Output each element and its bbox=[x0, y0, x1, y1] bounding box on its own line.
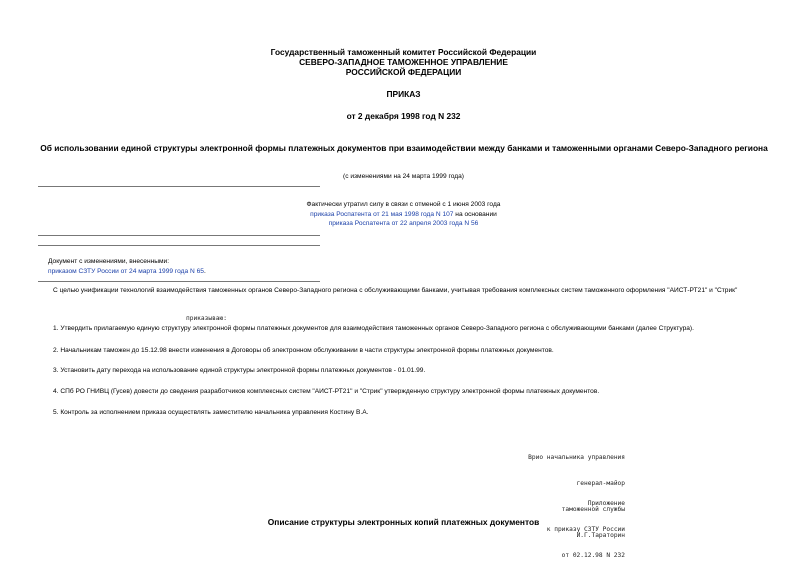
divider bbox=[38, 281, 320, 282]
status-mid: на основании bbox=[453, 210, 497, 218]
order-word: приказываю: bbox=[186, 315, 227, 322]
status-link-1[interactable]: приказа Роспатента от 21 мая 1998 года N 107 bbox=[310, 210, 454, 218]
doc-type: ПРИКАЗ bbox=[386, 89, 421, 99]
order-item-4: 4. СПб РО ГНИВЦ (Гусев) довести до сведения разработчиков комплексных систем "АИСТ-РТ21" и "Стрик" утвержденную структуру электронной формы платежных документов. bbox=[53, 388, 600, 395]
department-line: СЕВЕРО-ЗАПАДНОЕ ТАМОЖЕННОЕ УПРАВЛЕНИЕ bbox=[299, 57, 508, 67]
changes-label: Документ с изменениями, внесенными: bbox=[48, 258, 170, 265]
changes-block bbox=[48, 257, 206, 276]
status-line-1: Фактически утратил силу в связи с отменой с 1 июня 2003 года bbox=[306, 201, 501, 208]
signature-rank: генерал-майор bbox=[576, 479, 625, 487]
issuer-line: Государственный таможенный комитет Российской Федерации bbox=[270, 47, 537, 57]
country-line: РОССИЙСКОЙ ФЕДЕРАЦИИ bbox=[345, 67, 462, 77]
order-item-5: 5. Контроль за исполнением приказа осуществлять заместителю начальника управления Костину В.А. bbox=[53, 409, 369, 416]
status-line-2 bbox=[0, 210, 807, 220]
divider bbox=[38, 235, 320, 236]
divider bbox=[38, 245, 320, 246]
appendix-date: от 02.12.98 N 232 bbox=[561, 551, 625, 559]
changes-line bbox=[48, 267, 206, 277]
appendix-ref: к приказу СЗТУ России bbox=[546, 525, 625, 533]
signature-service: таможенной службы bbox=[561, 505, 625, 513]
appendix-label: Приложение bbox=[587, 500, 625, 508]
changes-tail: . bbox=[203, 267, 206, 275]
signature-position: Врио начальника управления bbox=[528, 454, 625, 462]
status-notice bbox=[0, 200, 807, 229]
status-link-2[interactable]: приказа Роспатента от 22 апреля 2003 года N 56 bbox=[328, 220, 479, 227]
preamble: С целью унификации технологий взаимодействия таможенных органов Северо-Западного региона с обслуживающими банками, учитывая требования комплексных систем таможенного оформления "АИСТ-РТ21" и "Стрик" bbox=[53, 287, 738, 294]
order-item-1: 1. Утвердить прилагаемую единую структуру электронной формы платежных документов для взаимодействия таможенных органов Северо-Западного региона с обслуживающими банками (далее Структура). bbox=[53, 325, 694, 332]
order-item-3: 3. Установить дату перехода на использование единой структуры электронной формы платежных документов - 01.01.99. bbox=[53, 367, 426, 374]
signature-name: И.Г.Тараторин bbox=[576, 531, 625, 539]
status-line-3 bbox=[0, 219, 807, 229]
order-item-2: 2. Начальникам таможен до 15.12.98 внести изменения в Договоры об электронном обслуживании в части структуры электронной формы платежных документов. bbox=[53, 347, 554, 354]
section-title: Описание структуры электронных копий платежных документов bbox=[267, 517, 540, 527]
doc-title: Об использовании единой структуры электронной формы платежных документов при взаимодействии между банками и таможенными органами Северо-Западного региона bbox=[40, 143, 768, 153]
changes-link[interactable]: приказом СЗТУ России от 24 марта 1999 года N 65 bbox=[48, 267, 204, 275]
doc-date-number: от 2 декабря 1998 год N 232 bbox=[346, 111, 461, 121]
amendment-note: (с изменениями на 24 марта 1999 года) bbox=[343, 173, 464, 180]
divider bbox=[38, 186, 320, 187]
